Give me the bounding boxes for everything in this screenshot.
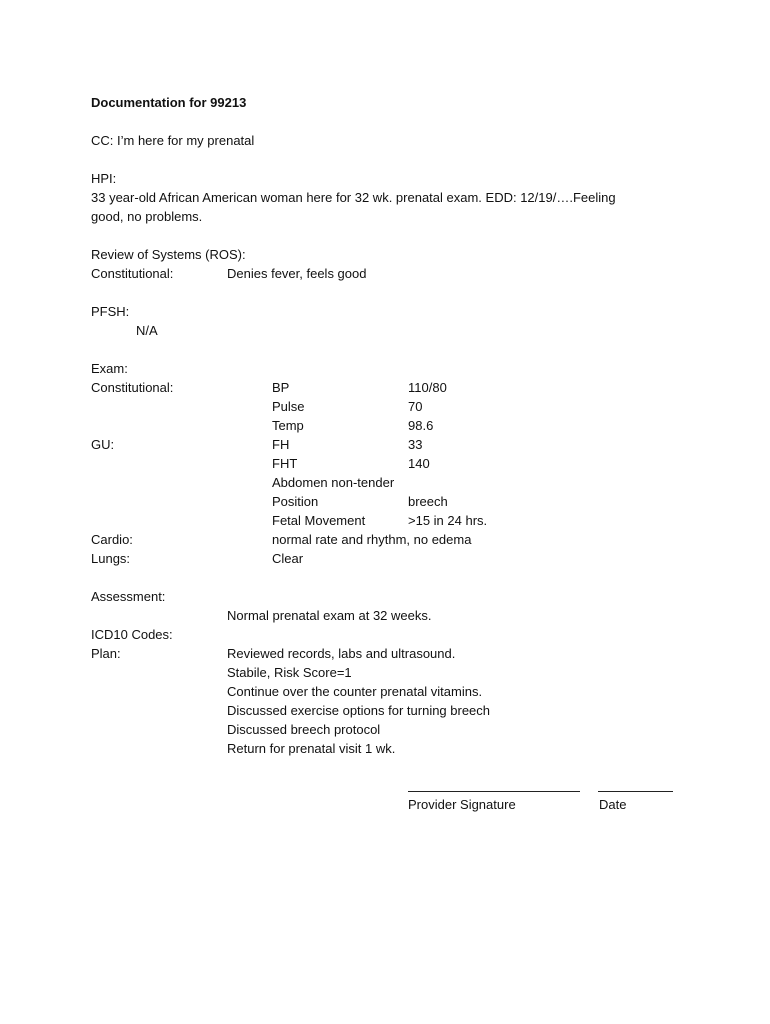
assessment-label: Assessment:	[91, 589, 166, 604]
signature-line	[408, 791, 580, 792]
plan-item: Discussed breech protocol	[227, 722, 381, 737]
ros-constitutional-value: Denies fever, feels good	[227, 266, 367, 281]
plan-item: Discussed exercise options for turning breech	[227, 703, 491, 718]
exam-row-name: normal rate and rhythm, no edema	[272, 532, 472, 547]
lungs-label: Lungs:	[91, 551, 131, 566]
hpi-label: HPI:	[91, 171, 117, 186]
pfsh-label: PFSH:	[91, 304, 130, 319]
hpi-text-line-1: 33 year-old African American woman here for 32 wk. prenatal exam. EDD: 12/19/….Feeling	[91, 190, 616, 205]
exam-row-name: Position	[272, 494, 319, 509]
chief-complaint: CC: I’m here for my prenatal	[91, 133, 255, 148]
plan-item: Continue over the counter prenatal vitamins.	[227, 684, 483, 699]
exam-row-name: BP	[272, 380, 290, 395]
ros-label: Review of Systems (ROS):	[91, 247, 246, 262]
exam-row-value: breech	[408, 494, 448, 509]
plan-label: Plan:	[91, 646, 121, 661]
exam-row-name: Abdomen non-tender	[272, 475, 395, 490]
exam-row-name: Fetal Movement	[272, 513, 366, 528]
exam-row-value: >15 in 24 hrs.	[408, 513, 488, 528]
exam-row-value: 70	[408, 399, 423, 414]
plan-item: Stabile, Risk Score=1	[227, 665, 352, 680]
exam-row-value: 140	[408, 456, 430, 471]
exam-row-name: FH	[272, 437, 290, 452]
icd10-label: ICD10 Codes:	[91, 627, 173, 642]
pfsh-value: N/A	[136, 323, 158, 338]
exam-row-value: 110/80	[408, 380, 447, 395]
document-title: Documentation for 99213	[91, 95, 247, 110]
exam-constitutional-label: Constitutional:	[91, 380, 174, 395]
gu-label: GU:	[91, 437, 115, 452]
exam-row-value: 33	[408, 437, 423, 452]
date-line	[598, 791, 673, 792]
cardio-label: Cardio:	[91, 532, 133, 547]
exam-row-name: Clear	[272, 551, 304, 566]
assessment-value: Normal prenatal exam at 32 weeks.	[227, 608, 432, 623]
hpi-text-line-2: good, no problems.	[91, 209, 203, 224]
date-label: Date	[599, 797, 627, 812]
exam-row-value: 98.6	[408, 418, 434, 433]
plan-item: Return for prenatal visit 1 wk.	[227, 741, 396, 756]
ros-constitutional-label: Constitutional:	[91, 266, 174, 281]
exam-row-name: FHT	[272, 456, 298, 471]
plan-item: Reviewed records, labs and ultrasound.	[227, 646, 456, 661]
exam-label: Exam:	[91, 361, 128, 376]
provider-signature-label: Provider Signature	[408, 797, 516, 812]
exam-row-name: Pulse	[272, 399, 305, 414]
exam-row-name: Temp	[272, 418, 304, 433]
